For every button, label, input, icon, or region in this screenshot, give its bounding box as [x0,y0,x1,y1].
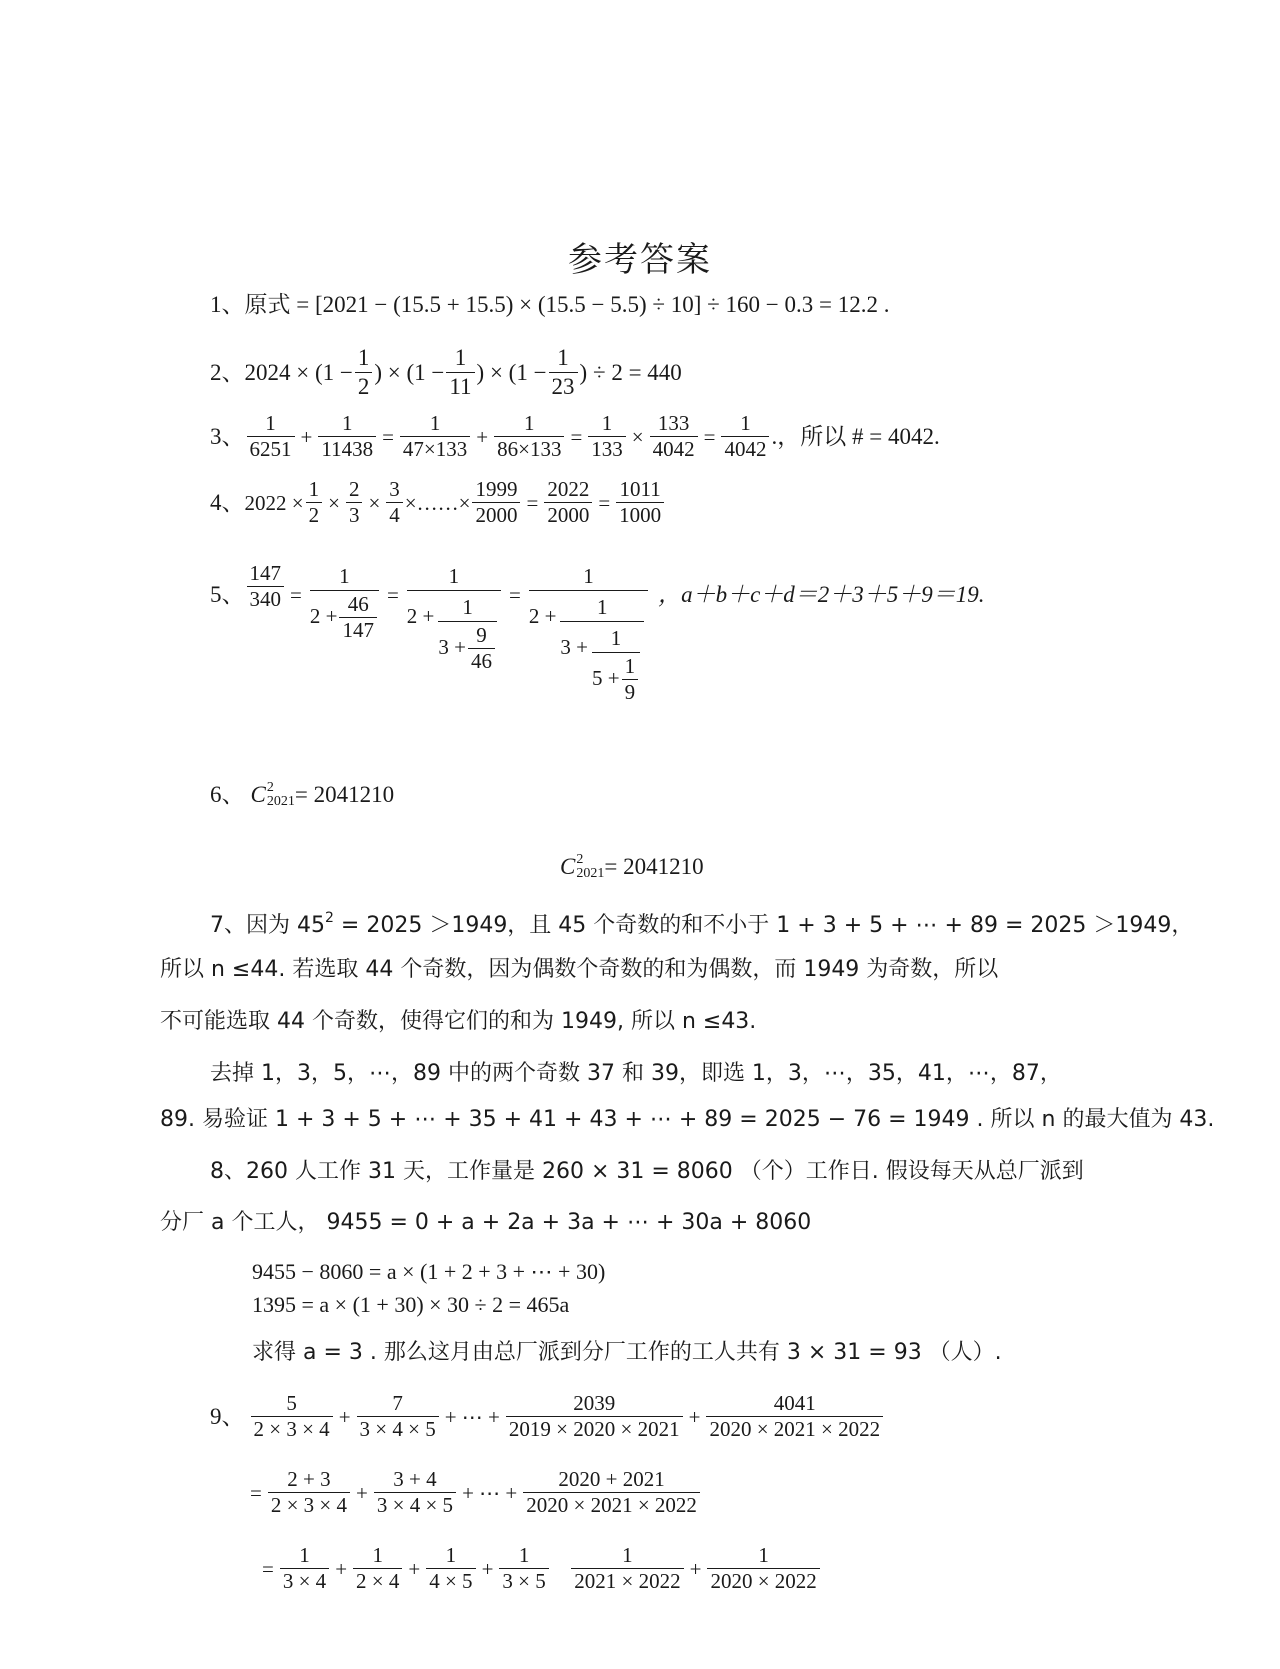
combination-symbol: C [560,854,576,879]
fraction: $\frac{3 + 4}{3 \times 4 \times 5}$ [374,1468,456,1517]
answer-number: 2、 [210,359,245,385]
fraction: $\frac{1}{4042}$ [721,412,769,461]
expr-part: 2022 × [244,490,304,515]
answer-1-text: 原式 = [2021 − (15.5 + 15.5) × (15.5 − 5.5) ÷ 10] ÷ 160 − 0.3 = 12.2 . [244,292,890,317]
fraction: $\frac{7}{3 \times 4 \times 5}$ [357,1392,439,1441]
fraction: $\frac{2022}{2000}$ [544,478,592,527]
continued-fraction-2: 1 2 + 1 3 + $\frac{9}{46}$ [407,562,501,673]
equals-sign: = [250,1480,262,1505]
expr-part: 2024 × (1 − [244,359,353,385]
answer-6-centered [560,852,704,882]
operator: + [338,1404,351,1429]
expr-part: ) × (1 − [374,359,445,385]
fraction: $\frac{1011}{1000}$ [616,478,664,527]
expr-part: ×……× [404,490,471,515]
answer-6-result: = 2041210 [294,782,395,807]
continued-fraction-3: 1 2 + 1 3 + 1 5 + $\frac{1}{9}$ [529,562,648,704]
superscript: 2 [266,780,274,795]
answer-9-row-1 [210,1392,885,1441]
fraction: $\frac{2020 + 2021}{2020 \times 2021 \times 2022}$ [523,1468,700,1517]
operator [555,1554,566,1584]
fraction: $\frac{1}{2}$ [355,345,373,400]
fraction: $\frac{1}{2020 \times 2022}$ [707,1544,819,1593]
answer-8-equation-1: 9455 − 8060 = a × (1 + 2 + 3 + ⋯ + 30) [252,1259,606,1284]
answer-7-line-3: 不可能选取 44 个奇数，使得它们的和为 1949, 所以 n ≤43. [160,1009,757,1034]
fraction: $\frac{1}{133}$ [588,412,626,461]
operator: + ⋯ + [444,1404,500,1429]
answer-3: 3、 $\frac{1}{6251}$ + $\frac{1}{11438}$ = $\frac{1}{47\times 133}$ + $\frac{1}{86\times 133}$ = $\frac{1}{133}$ × $\frac{133}{4042}$ = $\frac{1}{4042}$ .，所以 # = 4042. [210,411,940,461]
continued-fraction-1: 1 2 + $\frac{46}{147}$ [310,562,379,642]
fraction: $\frac{1}{11}$ [446,345,474,400]
fraction: $\frac{3}{4}$ [386,478,403,527]
fraction: $\frac{1}{2 \times 4}$ [353,1544,402,1593]
equals-sign: = [262,1556,274,1581]
expr-part: ) × (1 − [476,359,547,385]
page-title: 参考答案 [568,242,712,279]
fraction: $\frac{4041}{2020 \times 2021 \times 2022}$ [706,1392,883,1441]
fraction: $\frac{1}{3 \times 5}$ [499,1544,548,1593]
answer-1 [210,290,890,320]
fraction: $\frac{1999}{2000}$ [472,478,520,527]
answer-8-line-2: 分厂 a 个工人， 9455 = 0 + a + 2a + 3a + ⋯ + 30a + 8060 [160,1210,812,1235]
operator: + ⋯ + [462,1480,518,1505]
fraction: $\frac{133}{4042}$ [650,412,698,461]
answer-7-line-2: 所以 n ≤44. 若选取 44 个奇数，因为偶数个奇数的和为偶数，而 1949 为奇数，所以 [160,957,999,982]
fraction: $\frac{1}{47\times 133}$ [400,412,470,461]
fraction: $\frac{1}{2021 \times 2022}$ [571,1544,683,1593]
operator: + [408,1556,421,1581]
answer-number: 9、 [210,1403,245,1429]
answer-6-centered-result: = 2041210 [604,854,704,879]
operator: + [481,1556,494,1581]
fraction: $\frac{2039}{2019 \times 2020 \times 2021}$ [506,1392,683,1441]
superscript: 2 [576,852,584,867]
answer-4: 4、 2022 × $\frac{1}{2}$ × $\frac{2}{3}$ × $\frac{3}{4}$ ×……× $\frac{1999}{2000}$ = $\frac{2022}{2000}$ = $\frac{1011}{1000}$ [210,478,666,527]
answer-number: 4、 [210,489,245,515]
answer-9-row-3 [262,1544,822,1593]
operator: + [335,1556,348,1581]
fraction: $\frac{2 + 3}{2 \times 3 \times 4}$ [268,1468,350,1517]
fraction: $\frac{5}{2 \times 3 \times 4}$ [251,1392,333,1441]
fraction: $\frac{1}{23}$ [549,345,578,400]
answer-number: 5、 [210,582,245,607]
answer-number: 6、 [210,782,245,807]
expr-part: ) ÷ 2 = 440 [579,359,682,385]
answer-6 [210,780,394,810]
operator: + [356,1480,368,1505]
answer-number: 3、 [210,423,245,449]
fraction: $\frac{1}{3 \times 4}$ [280,1544,329,1593]
answer-8-equation-2: 1395 = a × (1 + 30) × 30 ÷ 2 = 465a [252,1292,570,1317]
combination-symbol: C [250,782,266,807]
subscript: 2021 [266,794,295,809]
fraction: $\frac{1}{4 \times 5}$ [426,1544,475,1593]
answer-9-row-2 [250,1468,702,1517]
answer-7-line-5: 89. 易验证 1 + 3 + 5 + ⋯ + 35 + 41 + 43 + ⋯ + 89 = 2025 − 76 = 1949 . 所以 n 的最大值为 43. [160,1107,1215,1132]
answer-3-conclusion: .，所以 # = 4042. [771,423,940,449]
answer-5: 5、 $\frac{147}{340}$ = 1 2 + $\frac{46}{147}$ = 1 2 + 1 3 + $\frac{9}{46}$ = 1 2 + 1 3 + 1 5 + $\frac{1}{9}$ ，a＋b＋c＋d＝2＋3＋5＋9＝19. [210,561,985,704]
operator: + [688,1404,701,1429]
operator: + [689,1556,702,1581]
fraction: $\frac{1}{11438}$ [318,412,376,461]
answer-8-line-1: 8、260 人工作 31 天，工作量是 260 × 31 = 8060 （个）工作日. 假设每天从总厂派到 [210,1159,1084,1184]
subscript: 2021 [576,866,605,881]
answer-8-line-5: 求得 a = 3 . 那么这月由总厂派到分厂工作的工人共有 3 × 31 = 93 （人）. [252,1340,1002,1365]
fraction: $\frac{1}{6251}$ [247,412,295,461]
fraction: $\frac{147}{340}$ [247,562,285,611]
answer-number: 1、 [210,292,245,317]
fraction: $\frac{2}{3}$ [346,478,363,527]
answer-7-line-1: 7、因为 $45^2 = 2025 >1949$，且 45 个奇数的和不小于 1 + 3 + 5 + ⋯ + 89 = 2025 ＞1949， [210,910,1194,938]
fraction: $\frac{1}{86\times 133}$ [494,412,564,461]
answer-2 [210,345,682,400]
fraction: $\frac{1}{2}$ [306,478,323,527]
answer-5-conclusion: ，a＋b＋c＋d＝2＋3＋5＋9＝19. [658,582,985,607]
answer-7-line-4: 去掉 1，3，5，⋯，89 中的两个奇数 37 和 39，即选 1，3，⋯，35，41，⋯，87， [210,1061,1062,1086]
